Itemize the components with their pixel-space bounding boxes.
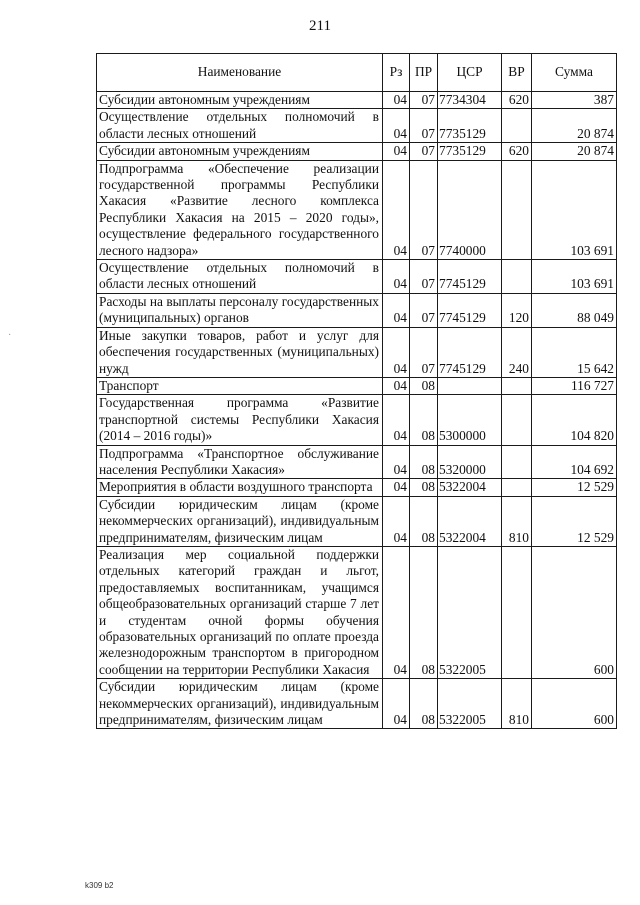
row-pr: 07: [410, 260, 438, 294]
row-sum: 103 691: [532, 160, 617, 259]
row-pr: 07: [410, 160, 438, 259]
row-rz: 04: [383, 92, 410, 109]
row-sum: 12 529: [532, 496, 617, 546]
row-vr: [502, 377, 532, 394]
row-name: Субсидии юридическим лицам (кроме некоммерческих организаций), индивидуальным предпринимателям, физическим лицам: [97, 679, 383, 729]
row-rz: 04: [383, 160, 410, 259]
row-name: Транспорт: [97, 377, 383, 394]
header-vr: ВР: [502, 54, 532, 92]
row-pr: 08: [410, 445, 438, 479]
row-pr: 07: [410, 92, 438, 109]
row-name: Подпрограмма «Обеспечение реализации государственной программы Республики Хакасия «Развитие лесного комплекса Республики Хакасия на 2015 – 2020 годы», осуществление федерального государственного лесного надзора»: [97, 160, 383, 259]
row-pr: 08: [410, 679, 438, 729]
row-sum: 12 529: [532, 479, 617, 496]
row-name: Реализация мер социальной поддержки отдельных категорий граждан и льгот, предоставляемых воспитанникам, учащимся общеобразовательных организаций старше 7 лет и студентам очной формы обучения образовательных организаций по оплате проезда железнодорожным транспортом в пригородном сообщении на территории Республики Хакасия: [97, 546, 383, 678]
table-row: [97, 679, 617, 729]
table-row: [97, 395, 617, 445]
header-pr: ПР: [410, 54, 438, 92]
row-vr: 620: [502, 92, 532, 109]
row-csr: 7745129: [438, 327, 502, 377]
row-csr: 7740000: [438, 160, 502, 259]
row-name: Расходы на выплаты персоналу государственных (муниципальных) органов: [97, 293, 383, 327]
row-vr: 120: [502, 293, 532, 327]
row-pr: 08: [410, 395, 438, 445]
row-sum: 600: [532, 679, 617, 729]
row-sum: 15 642: [532, 327, 617, 377]
row-csr: 5320000: [438, 445, 502, 479]
row-csr: 5322005: [438, 679, 502, 729]
row-vr: 240: [502, 327, 532, 377]
row-pr: 08: [410, 479, 438, 496]
footer-code: k309 b2: [85, 881, 114, 890]
row-rz: 04: [383, 377, 410, 394]
row-sum: 20 874: [532, 109, 617, 143]
row-csr: 7734304: [438, 92, 502, 109]
row-vr: [502, 479, 532, 496]
row-csr: [438, 377, 502, 394]
table-row: [97, 496, 617, 546]
row-vr: [502, 395, 532, 445]
row-vr: [502, 109, 532, 143]
table-row: [97, 143, 617, 160]
row-pr: 07: [410, 293, 438, 327]
table-row: [97, 160, 617, 259]
row-name: Мероприятия в области воздушного транспорта: [97, 479, 383, 496]
row-rz: 04: [383, 496, 410, 546]
table-row: [97, 445, 617, 479]
row-name: Иные закупки товаров, работ и услуг для обеспечения государственных (муниципальных) нужд: [97, 327, 383, 377]
table-row: [97, 546, 617, 678]
row-pr: 07: [410, 109, 438, 143]
row-csr: 5300000: [438, 395, 502, 445]
row-name: Осуществление отдельных полномочий в области лесных отношений: [97, 260, 383, 294]
table-row: [97, 109, 617, 143]
row-sum: 88 049: [532, 293, 617, 327]
row-name: Осуществление отдельных полномочий в области лесных отношений: [97, 109, 383, 143]
row-pr: 08: [410, 496, 438, 546]
header-sum: Сумма: [532, 54, 617, 92]
row-csr: 5322004: [438, 496, 502, 546]
row-rz: 04: [383, 395, 410, 445]
table-row: [97, 327, 617, 377]
row-csr: 5322004: [438, 479, 502, 496]
row-sum: 104 820: [532, 395, 617, 445]
row-csr: 7735129: [438, 109, 502, 143]
row-csr: 7745129: [438, 293, 502, 327]
row-name: Субсидии автономным учреждениям: [97, 92, 383, 109]
row-pr: 07: [410, 143, 438, 160]
table-row: [97, 92, 617, 109]
row-rz: 04: [383, 293, 410, 327]
row-csr: 5322005: [438, 546, 502, 678]
header-csr: ЦСР: [438, 54, 502, 92]
row-rz: 04: [383, 327, 410, 377]
row-pr: 08: [410, 546, 438, 678]
table-row: [97, 479, 617, 496]
margin-mark: ·: [8, 330, 12, 341]
row-name: Субсидии автономным учреждениям: [97, 143, 383, 160]
row-name: Государственная программа «Развитие транспортной системы Республики Хакасия (2014 – 2016 годы)»: [97, 395, 383, 445]
row-rz: 04: [383, 679, 410, 729]
row-rz: 04: [383, 445, 410, 479]
row-pr: 07: [410, 327, 438, 377]
row-sum: 20 874: [532, 143, 617, 160]
row-sum: 103 691: [532, 260, 617, 294]
row-vr: 810: [502, 496, 532, 546]
table-row: [97, 293, 617, 327]
header-rz: Рз: [383, 54, 410, 92]
row-vr: 810: [502, 679, 532, 729]
row-sum: 104 692: [532, 445, 617, 479]
row-sum: 387: [532, 92, 617, 109]
row-sum: 600: [532, 546, 617, 678]
row-name: Подпрограмма «Транспортное обслуживание населения Республики Хакасия»: [97, 445, 383, 479]
row-vr: [502, 160, 532, 259]
row-name: Субсидии юридическим лицам (кроме некоммерческих организаций), индивидуальным предпринимателям, физическим лицам: [97, 496, 383, 546]
row-vr: 620: [502, 143, 532, 160]
page-number: 211: [309, 18, 331, 34]
table-row: [97, 260, 617, 294]
budget-table: [96, 53, 617, 729]
row-rz: 04: [383, 546, 410, 678]
row-vr: [502, 445, 532, 479]
row-vr: [502, 260, 532, 294]
header-name: Наименование: [97, 54, 383, 92]
row-rz: 04: [383, 143, 410, 160]
table-row: [97, 377, 617, 394]
row-csr: 7745129: [438, 260, 502, 294]
row-sum: 116 727: [532, 377, 617, 394]
row-pr: 08: [410, 377, 438, 394]
row-rz: 04: [383, 109, 410, 143]
row-rz: 04: [383, 260, 410, 294]
row-rz: 04: [383, 479, 410, 496]
row-csr: 7735129: [438, 143, 502, 160]
row-vr: [502, 546, 532, 678]
table-header-row: [97, 54, 617, 92]
